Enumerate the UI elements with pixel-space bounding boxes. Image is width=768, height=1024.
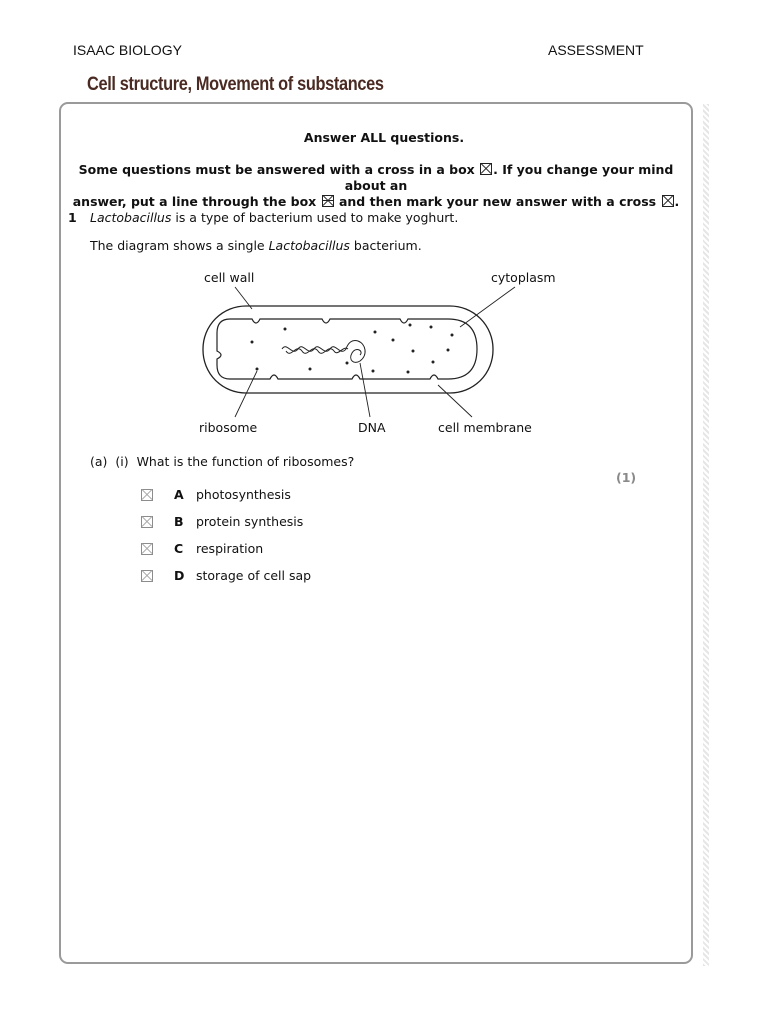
prompt-text: What is the function of ribosomes? [136, 454, 355, 469]
option-text: respiration [196, 541, 264, 556]
ribosome-dot [309, 368, 312, 371]
part-label: (a) [90, 454, 108, 469]
ribosome-dot [409, 324, 412, 327]
diagram-caption-pre: The diagram shows a single [90, 238, 269, 253]
question-intro-rest: is a type of bacterium used to make yoghurt. [171, 210, 459, 225]
question-frame [59, 102, 693, 964]
label-dna: DNA [358, 420, 386, 435]
option-text: storage of cell sap [196, 568, 312, 583]
label-cell-wall: cell wall [204, 270, 255, 285]
bacterium-drawing [190, 265, 550, 440]
question-prompt [90, 454, 354, 469]
ribosome-dot [346, 362, 349, 365]
option-letter: A [174, 487, 184, 502]
option-text: photosynthesis [196, 487, 291, 502]
ribosome-dot [451, 334, 454, 337]
ribosome-dot [374, 331, 377, 334]
ribosome-dot [284, 328, 287, 331]
header-subject: ISAAC BIOLOGY [73, 42, 182, 58]
ribosome-dot [447, 349, 450, 352]
instructions-heading: Answer ALL questions. [303, 130, 465, 145]
instructions-text [70, 162, 682, 210]
option-letter: B [174, 514, 184, 529]
question-number: 1 [68, 210, 77, 225]
instructions-line1b: . If you change your mind about an [344, 162, 674, 193]
instructions-line2b: and then mark your new answer with a cross [338, 194, 657, 209]
answer-checkbox[interactable] [141, 543, 153, 555]
page-title: Cell structure, Movement of substances [87, 74, 384, 95]
struck-cross-box-icon [322, 195, 334, 207]
ribosome-dot [430, 326, 433, 329]
ribosome-dot [412, 350, 415, 353]
cytoplasm-leader [460, 287, 515, 327]
ribosome-dot [392, 339, 395, 342]
instructions-line2c: . [674, 194, 680, 209]
ribosome-dot [407, 371, 410, 374]
page-edge [703, 104, 709, 966]
answer-checkbox[interactable] [141, 570, 153, 582]
instructions-line2a: answer, put a line through the box [72, 194, 317, 209]
species-name: Lactobacillus [268, 238, 350, 253]
header-assessment: ASSESSMENT [548, 42, 644, 58]
answer-checkbox[interactable] [141, 516, 153, 528]
label-cell-membrane: cell membrane [438, 420, 532, 435]
cross-box-icon [662, 195, 674, 207]
label-cytoplasm: cytoplasm [491, 270, 556, 285]
diagram-caption-post: bacterium. [349, 238, 422, 253]
bacterium-diagram [190, 265, 556, 440]
option-letter: D [174, 568, 185, 583]
marks-label: (1) [616, 470, 637, 485]
ribosome-dot [432, 361, 435, 364]
ribosome-dot [372, 370, 375, 373]
question-intro [90, 210, 458, 225]
species-name: Lactobacillus [90, 210, 172, 225]
label-ribosome: ribosome [199, 420, 258, 435]
subpart-label: (i) [115, 454, 129, 469]
ribosome-dot [256, 368, 259, 371]
cross-box-icon [480, 163, 492, 175]
instructions-line1a: Some questions must be answered with a cross in a box [78, 162, 475, 177]
ribosome-dot [251, 341, 254, 344]
answer-checkbox[interactable] [141, 489, 153, 501]
option-letter: C [174, 541, 184, 556]
option-text: protein synthesis [196, 514, 304, 529]
diagram-caption [90, 238, 422, 253]
